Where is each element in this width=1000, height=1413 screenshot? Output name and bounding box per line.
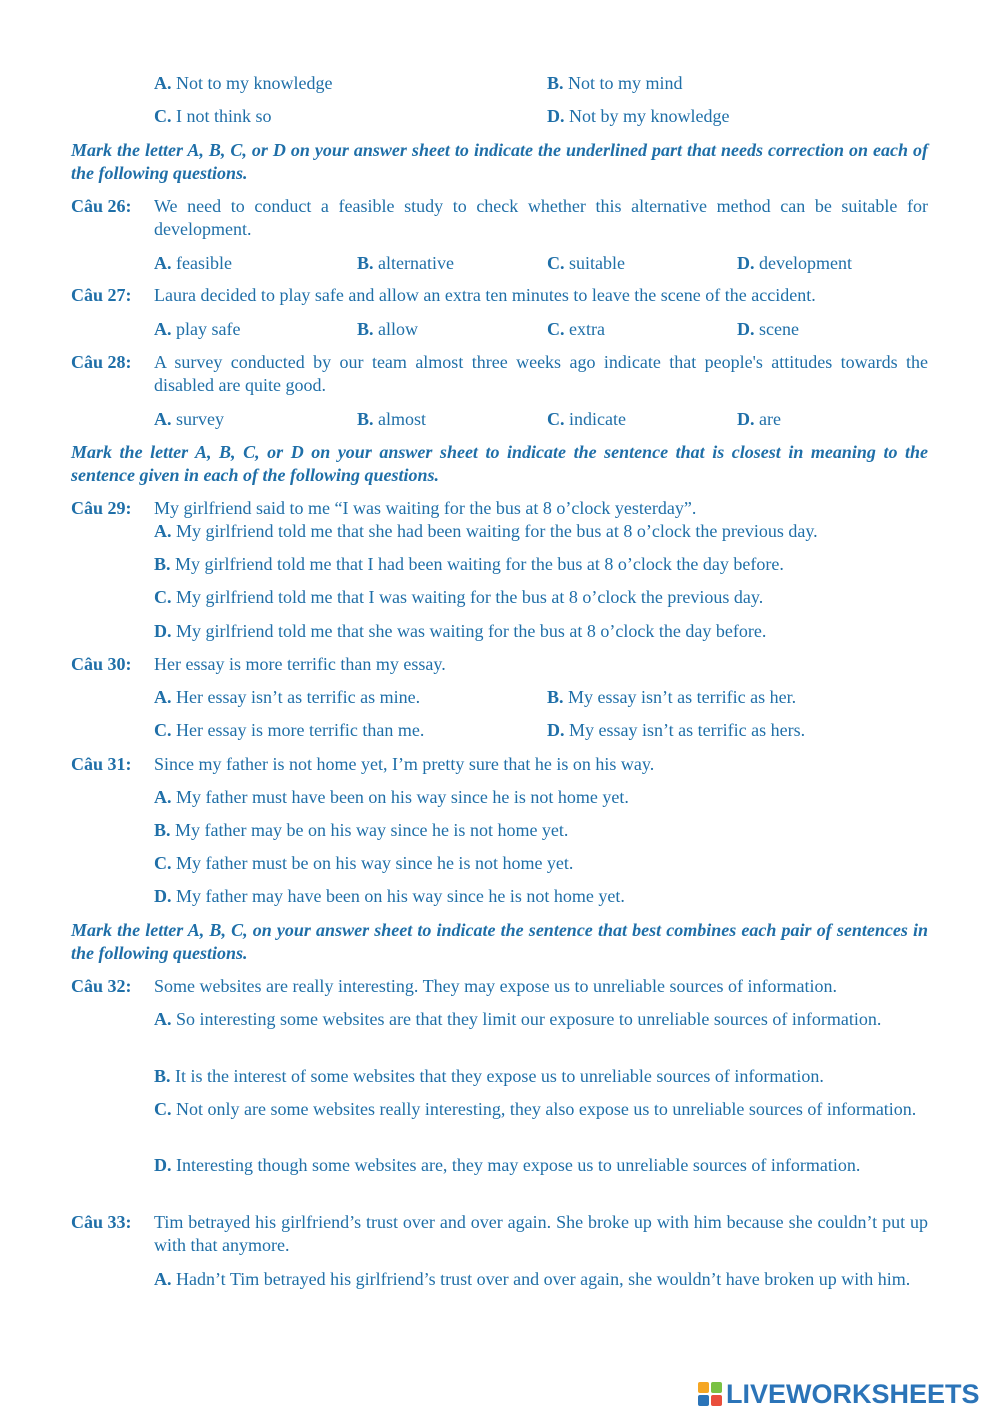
logo-text: LIVEWORKSHEETS — [726, 1378, 980, 1409]
instruction-combine-sentences: Mark the letter A, B, C, on your answer sheet to indicate the sentence that best combines each pair of sentences in the following questions. — [71, 920, 928, 963]
q25-option-c[interactable]: C. I not think so — [154, 106, 272, 126]
q28-option-b[interactable]: B. almost — [357, 409, 427, 429]
question-text-30: Her essay is more terrific than my essay. — [154, 654, 446, 674]
q28-option-c[interactable]: C. indicate — [547, 409, 626, 429]
logo-grid-icon — [698, 1382, 722, 1406]
question-number-32: Câu 32: — [71, 976, 132, 996]
question-text-28: A survey conducted by our team almost three weeks ago indicate that people's attitudes towards the disabled are quite good. — [154, 352, 928, 395]
q26-option-c[interactable]: C. suitable — [547, 253, 625, 273]
q26-option-a[interactable]: A. feasible — [154, 253, 232, 273]
q30-option-c[interactable]: C. Her essay is more terrific than me. — [154, 720, 425, 740]
q32-option-a[interactable]: A. So interesting some websites are that they limit our exposure to unreliable sources of information. — [154, 1009, 882, 1029]
q28-option-a[interactable]: A. survey — [154, 409, 224, 429]
question-number-30: Câu 30: — [71, 654, 132, 674]
question-text-26: We need to conduct a feasible study to check whether this alternative method can be suitable for development. — [154, 196, 928, 239]
q25-option-d[interactable]: D. Not by my knowledge — [547, 106, 730, 126]
instruction-error-identification: Mark the letter A, B, C, or D on your answer sheet to indicate the underlined part that needs correction on each of the following questions. — [71, 140, 928, 183]
q27-option-b[interactable]: B. allow — [357, 319, 419, 339]
question-number-28: Câu 28: — [71, 352, 132, 372]
q27-option-a[interactable]: A. play safe — [154, 319, 241, 339]
q32-option-c[interactable]: C. Not only are some websites really interesting, they also expose us to unreliable sources of information. — [154, 1099, 917, 1119]
question-number-31: Câu 31: — [71, 754, 132, 774]
q27-option-d[interactable]: D. scene — [737, 319, 799, 339]
q28-option-d[interactable]: D. are — [737, 409, 781, 429]
question-number-33: Câu 33: — [71, 1212, 132, 1232]
question-text-27: Laura decided to play safe and allow an extra ten minutes to leave the scene of the accident. — [154, 285, 816, 305]
q30-option-a[interactable]: A. Her essay isn’t as terrific as mine. — [154, 687, 421, 707]
question-text-31: Since my father is not home yet, I’m pretty sure that he is on his way. — [154, 754, 655, 774]
question-number-29: Câu 29: — [71, 498, 132, 518]
q29-option-c[interactable]: C. My girlfriend told me that I was waiting for the bus at 8 o’clock the previous day. — [154, 587, 764, 607]
q31-option-d[interactable]: D. My father may have been on his way since he is not home yet. — [154, 886, 625, 906]
question-number-27: Câu 27: — [71, 285, 132, 305]
q25-option-b[interactable]: B. Not to my mind — [547, 73, 683, 93]
question-text-33: Tim betrayed his girlfriend’s trust over and over again. She broke up with him because she couldn’t put up with that anymore. — [154, 1212, 928, 1255]
q32-option-b[interactable]: B. It is the interest of some websites that they expose us to unreliable sources of information. — [154, 1066, 824, 1086]
q29-option-a[interactable]: A. My girlfriend told me that she had been waiting for the bus at 8 o’clock the previous day. — [154, 521, 818, 541]
q29-option-d[interactable]: D. My girlfriend told me that she was waiting for the bus at 8 o’clock the day before. — [154, 621, 767, 641]
q29-option-b[interactable]: B. My girlfriend told me that I had been waiting for the bus at 8 o’clock the day before. — [154, 554, 784, 574]
q30-option-b[interactable]: B. My essay isn’t as terrific as her. — [547, 687, 797, 707]
question-number-26: Câu 26: — [71, 196, 132, 216]
q32-option-d[interactable]: D. Interesting though some websites are, they may expose us to unreliable sources of information. — [154, 1155, 861, 1175]
q30-option-d[interactable]: D. My essay isn’t as terrific as hers. — [547, 720, 806, 740]
q33-option-a[interactable]: A. Hadn’t Tim betrayed his girlfriend’s trust over and over again, she wouldn’t have broken up with him. — [154, 1269, 911, 1289]
question-text-29: My girlfriend said to me “I was waiting for the bus at 8 o’clock yesterday”. — [154, 498, 697, 518]
question-text-32: Some websites are really interesting. They may expose us to unreliable sources of information. — [154, 976, 837, 996]
q26-option-b[interactable]: B. alternative — [357, 253, 454, 273]
q31-option-a[interactable]: A. My father must have been on his way since he is not home yet. — [154, 787, 629, 807]
instruction-closest-meaning: Mark the letter A, B, C, or D on your answer sheet to indicate the sentence that is closest in meaning to the sentence given in each of the following questions. — [71, 442, 928, 485]
q26-option-d[interactable]: D. development — [737, 253, 852, 273]
q31-option-c[interactable]: C. My father must be on his way since he is not home yet. — [154, 853, 574, 873]
q31-option-b[interactable]: B. My father may be on his way since he is not home yet. — [154, 820, 569, 840]
q27-option-c[interactable]: C. extra — [547, 319, 605, 339]
liveworksheets-logo — [698, 1379, 980, 1409]
q25-option-a[interactable]: A. Not to my knowledge — [154, 73, 333, 93]
